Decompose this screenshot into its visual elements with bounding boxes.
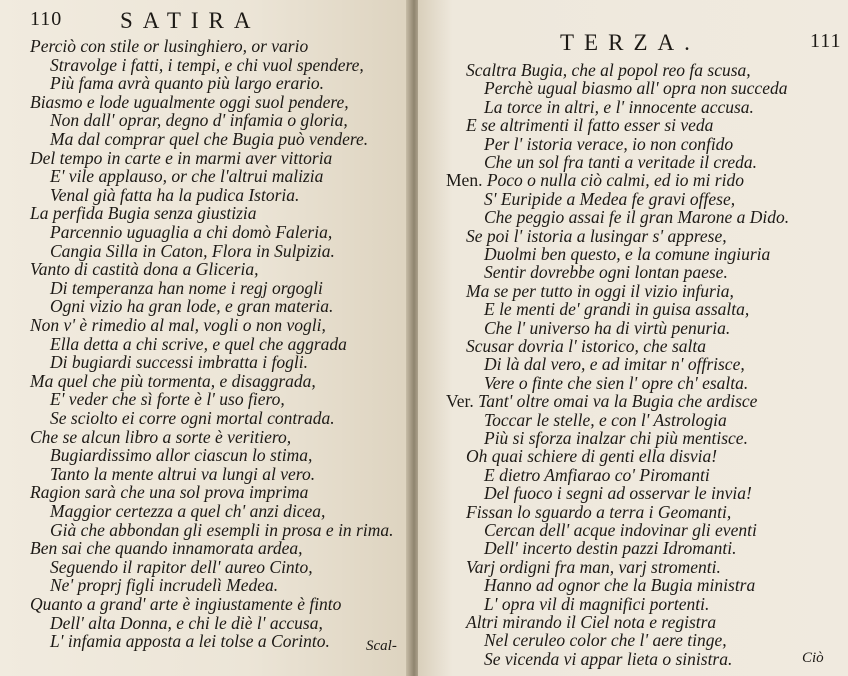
verse-line — [50, 110, 348, 130]
verse-text: Ogni vizio ha gran lode, e gran materia. — [50, 296, 334, 317]
verse-text: Cercan dell' acque indovinar gli eventi — [484, 520, 757, 540]
verse-line — [484, 189, 735, 209]
verse-text: Varj ordigni fra man, varj stromenti. — [466, 556, 721, 577]
verse-text: Poco o nulla ciò calmi, ed io mi rido — [486, 170, 744, 191]
verse-text: Parcennio uguaglia a chi domò Faleria, — [50, 222, 333, 242]
verse-text: Che un sol fra tanti a veritade il creda. — [484, 152, 758, 172]
verse-line — [30, 482, 308, 502]
verse-line — [484, 575, 755, 595]
verse-text: E' vile applauso, or che l'altrui malizia — [50, 166, 324, 187]
verse-line — [30, 148, 332, 168]
verse-line — [50, 222, 332, 242]
verse-text: Cangia Silla in Caton, Flora in Sulpizia. — [50, 240, 335, 261]
verse-line — [484, 428, 748, 448]
verse-text: Del tempo in carte e in marmi aver vittoria — [30, 147, 333, 168]
right-page — [418, 0, 848, 676]
verse-text: Tanto la mente altrui va lungi al vero. — [50, 463, 316, 484]
verse-text: E' veder che sì forte è l' uso fiero, — [50, 389, 285, 410]
verse-line — [484, 520, 757, 540]
verse-line — [466, 446, 717, 466]
verse-text: Se vicenda vi appar lieta o sinistra. — [484, 648, 733, 669]
verse-text: Di bugiardi successi imbratta i fogli. — [50, 352, 308, 373]
verse-line — [466, 281, 734, 301]
verse-text: Che se alcun libro a sorte è veritiero, — [30, 426, 292, 447]
verse-line — [50, 296, 333, 316]
verse-text: Già che abbondan gli esempli in prosa e in rima. — [50, 519, 394, 540]
catchword-right: Ciò — [802, 650, 824, 666]
verse-line — [30, 203, 257, 223]
verse-line — [50, 334, 347, 354]
verse-line — [50, 631, 330, 651]
verse-line — [466, 60, 751, 80]
verse-text: Per l' istoria verace, io non confido — [484, 133, 734, 154]
verse-line — [484, 373, 748, 393]
verse-line — [484, 207, 789, 227]
verse-text: Quanto a grand' arte è ingiustamente è finto — [30, 594, 342, 614]
left-verse-block — [0, 0, 412, 676]
verse-text: L' infamia apposta a lei tolse a Corinto. — [50, 631, 330, 652]
verse-line — [50, 278, 323, 298]
verse-text: E se altrimenti il fatto esser si veda — [466, 115, 714, 136]
verse-line — [484, 594, 709, 614]
verse-line — [484, 649, 732, 669]
verse-line — [50, 520, 394, 540]
verse-text: Che peggio assai fe il gran Marone a Dido. — [484, 207, 790, 228]
verse-line — [30, 36, 308, 56]
verse-line — [484, 318, 730, 338]
right-verse-block — [418, 0, 848, 676]
verse-line — [50, 129, 368, 149]
verse-line — [484, 244, 770, 264]
verse-text: Più si sforza inalzar chi più mentisce. — [484, 428, 748, 448]
verse-line — [484, 97, 754, 117]
verse-line — [30, 371, 316, 391]
verse-text: Tant' oltre omai va la Bugia che ardisce — [478, 391, 758, 412]
verse-line — [484, 354, 745, 374]
verse-text: Stravolge i fatti, i tempi, e chi vuol spendere, — [50, 54, 364, 75]
verse-text: Sentir dovrebbe ogni lontan paese. — [484, 262, 728, 283]
verse-line — [446, 170, 744, 190]
verse-text: Del fuoco i segni ad osservar le invia! — [484, 483, 752, 504]
verse-text: Perchè ugual biasmo all' opra non succeda — [484, 78, 788, 99]
verse-text: S' Euripide a Medea fe gravi offese, — [484, 188, 736, 209]
verse-text: Di là dal vero, e ad imitar n' offrisce, — [484, 354, 745, 375]
verse-text: Biasmo e lode ugualmente oggi suol pendere, — [30, 91, 349, 112]
verse-text: Ma quel che più tormenta, e disaggrada, — [30, 370, 316, 391]
verse-line — [466, 612, 716, 632]
page-number-left: 110 — [30, 8, 63, 30]
verse-text: Venal già fatta ha la pudica Istoria. — [50, 184, 300, 205]
verse-text: Ella detta a chi scrive, e quel che aggrada — [50, 333, 347, 354]
speaker-label: Men. — [446, 170, 487, 191]
verse-text: E dietro Amfiarao co' Piromanti — [484, 464, 710, 485]
verse-line — [30, 538, 303, 558]
verse-text: Dell' alta Donna, e chi le diè l' accusa, — [50, 612, 323, 633]
verse-text: Dell' incerto destin pazzi Idromanti. — [484, 538, 737, 559]
verse-text: E le menti de' grandi in guisa assalta, — [484, 299, 750, 320]
catchword-left: Scal- — [366, 638, 397, 654]
verse-text: Maggior certezza a quel ch' anzi dicea, — [50, 501, 326, 521]
verse-text: Ragion sarà che una sol prova imprima — [30, 482, 309, 503]
verse-line — [484, 78, 787, 98]
verse-text: Seguendo il rapitor dell' aureo Cinto, — [50, 556, 313, 577]
verse-line — [50, 445, 312, 465]
verse-line — [50, 613, 323, 633]
verse-line — [484, 410, 727, 430]
verse-line — [484, 134, 733, 154]
verse-text: Vanto di castità dona a Gliceria, — [30, 259, 259, 280]
verse-line — [50, 55, 364, 75]
verse-line — [50, 464, 315, 484]
verse-text: Ne' proprj figli incrudelì Medea. — [50, 575, 279, 596]
running-head-left: SATIRA — [120, 8, 261, 33]
verse-line — [484, 630, 727, 650]
verse-text: Bugiardissimo allor ciascun lo stima, — [50, 445, 313, 466]
page-number-right: 111 — [810, 30, 842, 52]
verse-text: Fissan lo sguardo a terra i Geomanti, — [466, 501, 732, 522]
verse-text: Perciò con stile or lusinghiero, or vario — [30, 36, 309, 56]
verse-line — [484, 262, 728, 282]
verse-line — [30, 315, 326, 335]
verse-text: Non v' è rimedio al mal, vogli o non vogli, — [30, 315, 326, 335]
verse-line — [50, 241, 335, 261]
verse-text: Duolmi ben questo, e la comune ingiuria — [484, 244, 771, 264]
verse-line — [466, 502, 731, 522]
left-page — [0, 0, 412, 676]
verse-text: Hanno ad ognor che la Bugia ministra — [484, 575, 756, 596]
verse-text: Non dall' oprar, degno d' infamia o gloria, — [50, 110, 348, 131]
verse-text: Altri mirando il Ciel nota e registra — [466, 612, 717, 632]
verse-text: L' opra vil di magnifici portenti. — [484, 593, 710, 614]
verse-text: Che l' universo ha di virtù penuria. — [484, 317, 731, 338]
verse-text: Più fama avrà quanto più largo erario. — [50, 73, 325, 94]
verse-text: Ben sai che quando innamorata ardea, — [30, 538, 303, 559]
verse-line — [466, 336, 706, 356]
verse-line — [50, 557, 313, 577]
verse-text: Ma dal comprar quel che Bugia può vendere. — [50, 129, 369, 149]
verse-text: Scusar dovria l' istorico, che salta — [466, 336, 706, 356]
speaker-label: Ver. — [446, 391, 479, 412]
verse-text: La perfida Bugia senza giustizia — [30, 203, 257, 224]
verse-text: Di temperanza han nome i regj orgogli — [50, 277, 323, 298]
verse-line — [466, 557, 721, 577]
verse-line — [30, 427, 291, 447]
verse-text: La torce in altri, e l' innocente accusa. — [484, 96, 754, 117]
verse-line — [50, 389, 285, 409]
verse-text: Vere o finte che sien l' opre ch' esalta. — [484, 372, 749, 393]
verse-line — [30, 92, 349, 112]
verse-line — [50, 73, 324, 93]
verse-text: Se poi l' istoria a lusingar s' apprese, — [466, 225, 727, 246]
verse-text: Scaltra Bugia, che al popol reo fa scusa, — [466, 60, 751, 80]
verse-line — [50, 408, 335, 428]
verse-text: Ma se per tutto in oggi il vizio infuria, — [466, 280, 734, 301]
verse-line — [484, 299, 749, 319]
verse-line — [484, 483, 752, 503]
verse-text: Nel ceruleo color che l' aere tinge, — [484, 630, 727, 651]
verse-line — [484, 538, 736, 558]
verse-line — [50, 501, 325, 521]
verse-line — [30, 259, 258, 279]
verse-line — [484, 465, 710, 485]
verse-line — [30, 594, 341, 614]
verse-text: Se sciolto ei corre ogni mortal contrada. — [50, 408, 335, 428]
running-head-right: TERZA. — [560, 30, 700, 55]
verse-text: Oh quai schiere di genti ella disvia! — [466, 446, 718, 467]
verse-line — [446, 391, 757, 411]
verse-line — [50, 166, 323, 186]
verse-line — [484, 152, 757, 172]
verse-line — [50, 575, 278, 595]
verse-text: Toccar le stelle, e con l' Astrologia — [484, 409, 727, 430]
verse-line — [466, 115, 713, 135]
verse-line — [50, 185, 299, 205]
verse-line — [466, 226, 727, 246]
verse-line — [50, 352, 308, 372]
